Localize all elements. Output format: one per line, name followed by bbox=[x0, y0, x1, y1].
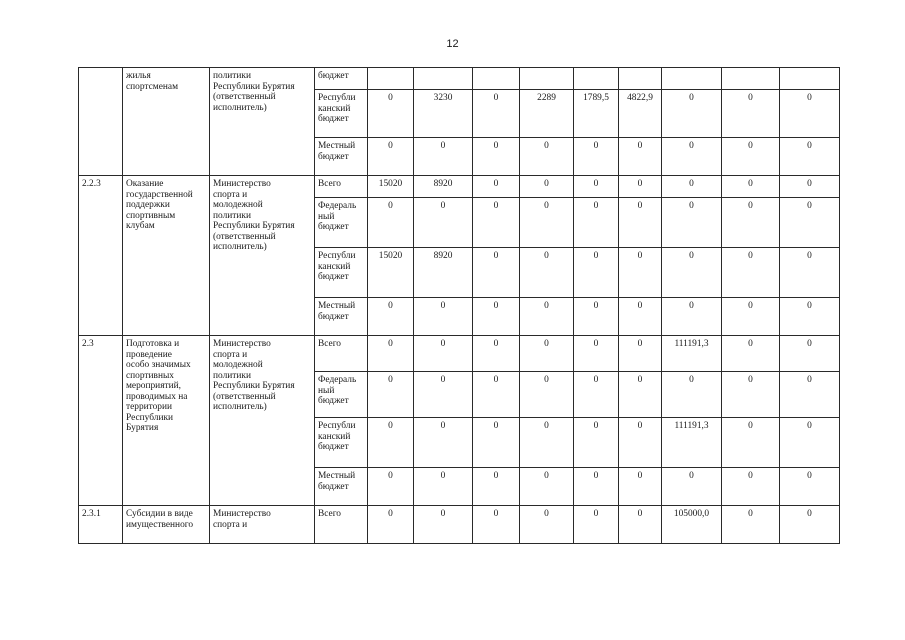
value-cell bbox=[662, 176, 722, 198]
value-text: 15020 bbox=[378, 179, 403, 189]
value-text: 0 bbox=[748, 509, 753, 519]
value-cell bbox=[520, 372, 574, 418]
value-cell bbox=[780, 248, 840, 298]
executor-text: Министерство спорта и молодежной политики Республики Бурятия (ответственный исполнитель) bbox=[213, 179, 295, 253]
value-cell bbox=[619, 506, 662, 544]
value-cell bbox=[368, 90, 414, 138]
value-cell bbox=[662, 372, 722, 418]
funding-source-label: бюджет bbox=[318, 71, 349, 81]
item-name-cell bbox=[123, 506, 210, 544]
value-text: 0 bbox=[493, 93, 499, 103]
value-cell bbox=[662, 248, 722, 298]
value-text: 0 bbox=[807, 301, 812, 311]
executor-cell bbox=[210, 68, 315, 176]
value-text: 0 bbox=[388, 339, 393, 349]
value-cell bbox=[473, 298, 520, 336]
value-cell bbox=[574, 198, 619, 248]
value-cell bbox=[520, 468, 574, 506]
value-cell bbox=[722, 468, 780, 506]
funding-source-cell bbox=[315, 176, 368, 198]
value-cell bbox=[662, 138, 722, 176]
value-cell bbox=[780, 198, 840, 248]
value-text: 0 bbox=[593, 141, 599, 151]
value-text: 0 bbox=[544, 509, 549, 519]
value-cell bbox=[473, 90, 520, 138]
value-cell bbox=[722, 138, 780, 176]
value-cell bbox=[520, 90, 574, 138]
value-cell bbox=[473, 336, 520, 372]
value-text: 0 bbox=[807, 375, 812, 385]
value-cell bbox=[473, 198, 520, 248]
value-cell bbox=[368, 198, 414, 248]
value-cell bbox=[473, 506, 520, 544]
value-cell bbox=[722, 176, 780, 198]
value-cell bbox=[574, 68, 619, 90]
value-cell bbox=[368, 468, 414, 506]
value-text: 8920 bbox=[433, 179, 453, 189]
value-text: 0 bbox=[807, 93, 812, 103]
value-cell bbox=[520, 248, 574, 298]
funding-source-label: Местный бюджет bbox=[318, 301, 356, 322]
value-cell bbox=[368, 68, 414, 90]
value-text: 0 bbox=[593, 301, 599, 311]
funding-source-label: Всего bbox=[318, 509, 341, 519]
table-body bbox=[79, 68, 840, 544]
value-cell bbox=[520, 298, 574, 336]
value-cell bbox=[722, 372, 780, 418]
value-cell bbox=[722, 198, 780, 248]
item-name-cell bbox=[123, 336, 210, 506]
value-text: 0 bbox=[748, 251, 753, 261]
value-text: 0 bbox=[807, 421, 812, 431]
value-cell bbox=[619, 176, 662, 198]
value-text: 0 bbox=[388, 93, 393, 103]
value-cell bbox=[722, 506, 780, 544]
value-text: 0 bbox=[748, 141, 753, 151]
value-cell bbox=[780, 68, 840, 90]
value-text: 0 bbox=[807, 471, 812, 481]
value-cell bbox=[414, 336, 473, 372]
value-cell bbox=[368, 506, 414, 544]
value-cell bbox=[414, 506, 473, 544]
funding-source-label: Федераль ный бюджет bbox=[318, 375, 357, 407]
value-cell bbox=[520, 336, 574, 372]
value-cell bbox=[780, 372, 840, 418]
value-cell bbox=[520, 138, 574, 176]
value-text: 0 bbox=[637, 251, 643, 261]
value-text: 0 bbox=[493, 141, 499, 151]
value-cell bbox=[574, 336, 619, 372]
executor-cell bbox=[210, 506, 315, 544]
value-text: 0 bbox=[748, 471, 753, 481]
value-text: 0 bbox=[748, 339, 753, 349]
value-cell bbox=[662, 198, 722, 248]
value-text: 0 bbox=[637, 141, 643, 151]
value-cell bbox=[473, 418, 520, 468]
value-cell bbox=[619, 248, 662, 298]
value-text: 0 bbox=[544, 471, 549, 481]
value-text: 0 bbox=[637, 471, 643, 481]
item-name: Субсидии в виде имущественного bbox=[126, 509, 194, 530]
value-text: 0 bbox=[493, 179, 499, 189]
value-text: 0 bbox=[807, 179, 812, 189]
value-text: 0 bbox=[440, 471, 446, 481]
value-text: 0 bbox=[748, 421, 753, 431]
value-text: 0 bbox=[637, 339, 643, 349]
value-cell bbox=[619, 418, 662, 468]
value-cell bbox=[473, 248, 520, 298]
value-text: 0 bbox=[388, 509, 393, 519]
funding-source-cell bbox=[315, 468, 368, 506]
value-cell bbox=[780, 336, 840, 372]
value-text: 0 bbox=[388, 375, 393, 385]
value-text: 1789,5 bbox=[583, 93, 609, 103]
value-cell bbox=[473, 138, 520, 176]
value-cell bbox=[414, 418, 473, 468]
value-cell bbox=[520, 68, 574, 90]
value-text: 0 bbox=[493, 339, 499, 349]
value-cell bbox=[368, 138, 414, 176]
table-row bbox=[79, 336, 840, 372]
value-text: 0 bbox=[440, 301, 446, 311]
value-text: 0 bbox=[593, 375, 599, 385]
value-text: 0 bbox=[689, 251, 694, 261]
value-cell bbox=[368, 176, 414, 198]
value-cell bbox=[619, 138, 662, 176]
value-cell bbox=[662, 468, 722, 506]
value-cell bbox=[722, 336, 780, 372]
value-text: 0 bbox=[807, 339, 812, 349]
value-text: 0 bbox=[593, 509, 599, 519]
value-cell bbox=[473, 176, 520, 198]
value-text: 0 bbox=[748, 179, 753, 189]
value-text: 0 bbox=[493, 251, 499, 261]
value-text: 0 bbox=[544, 339, 549, 349]
item-code-cell bbox=[79, 68, 123, 176]
value-text: 0 bbox=[440, 509, 446, 519]
value-cell bbox=[473, 468, 520, 506]
value-cell bbox=[780, 298, 840, 336]
value-cell bbox=[574, 372, 619, 418]
executor-text: Министерство спорта и bbox=[213, 509, 271, 530]
value-text: 111191,3 bbox=[674, 339, 709, 349]
value-text: 0 bbox=[689, 375, 694, 385]
funding-source-cell bbox=[315, 248, 368, 298]
value-text: 0 bbox=[440, 375, 446, 385]
value-text: 0 bbox=[544, 201, 549, 211]
funding-source-cell bbox=[315, 506, 368, 544]
value-cell bbox=[574, 176, 619, 198]
value-cell bbox=[780, 506, 840, 544]
value-cell bbox=[662, 336, 722, 372]
value-cell bbox=[414, 68, 473, 90]
value-text: 0 bbox=[493, 301, 499, 311]
value-text: 3230 bbox=[433, 93, 453, 103]
value-cell bbox=[662, 418, 722, 468]
value-cell bbox=[574, 298, 619, 336]
executor-cell bbox=[210, 336, 315, 506]
value-text: 0 bbox=[544, 375, 549, 385]
funding-source-cell bbox=[315, 198, 368, 248]
budget-table bbox=[78, 67, 840, 544]
value-text: 0 bbox=[807, 251, 812, 261]
value-text: 0 bbox=[748, 201, 753, 211]
value-text: 0 bbox=[440, 339, 446, 349]
value-cell bbox=[662, 90, 722, 138]
value-text: 0 bbox=[440, 201, 446, 211]
funding-source-label: Федераль ный бюджет bbox=[318, 201, 357, 233]
value-cell bbox=[414, 372, 473, 418]
value-cell bbox=[619, 198, 662, 248]
value-cell bbox=[722, 68, 780, 90]
item-code: 2.3 bbox=[82, 339, 94, 349]
value-cell bbox=[574, 138, 619, 176]
value-text: 0 bbox=[593, 471, 599, 481]
value-cell bbox=[414, 90, 473, 138]
value-text: 0 bbox=[689, 141, 694, 151]
value-text: 0 bbox=[493, 421, 499, 431]
value-text: 2289 bbox=[537, 93, 556, 103]
value-text: 0 bbox=[637, 201, 643, 211]
value-text: 0 bbox=[637, 509, 643, 519]
funding-source-cell bbox=[315, 336, 368, 372]
funding-source-cell bbox=[315, 68, 368, 90]
value-cell bbox=[662, 506, 722, 544]
item-name: Подготовка и проведение особо значимых спортивных мероприятий, проводимых на территории Республики Бурятия bbox=[126, 339, 191, 434]
value-text: 0 bbox=[807, 509, 812, 519]
value-cell bbox=[473, 68, 520, 90]
item-name: Оказание государственной поддержки спортивным клубам bbox=[126, 179, 193, 232]
value-cell bbox=[722, 90, 780, 138]
value-text: 0 bbox=[689, 201, 694, 211]
value-text: 0 bbox=[440, 421, 446, 431]
item-name-cell bbox=[123, 68, 210, 176]
value-cell bbox=[780, 176, 840, 198]
funding-source-label: Республи канский бюджет bbox=[318, 421, 356, 453]
funding-source-label: Местный бюджет bbox=[318, 141, 356, 162]
value-cell bbox=[414, 468, 473, 506]
value-text: 0 bbox=[593, 421, 599, 431]
value-text: 15020 bbox=[378, 251, 403, 261]
value-text: 0 bbox=[388, 421, 393, 431]
value-cell bbox=[368, 248, 414, 298]
value-cell bbox=[780, 138, 840, 176]
value-cell bbox=[780, 468, 840, 506]
value-cell bbox=[574, 248, 619, 298]
value-cell bbox=[520, 418, 574, 468]
value-cell bbox=[574, 506, 619, 544]
value-text: 0 bbox=[593, 339, 599, 349]
funding-source-cell bbox=[315, 418, 368, 468]
funding-source-label: Республи канский бюджет bbox=[318, 251, 356, 283]
value-text: 0 bbox=[637, 179, 643, 189]
value-cell bbox=[619, 298, 662, 336]
value-text: 0 bbox=[593, 201, 599, 211]
value-cell bbox=[520, 198, 574, 248]
table-row bbox=[79, 506, 840, 544]
funding-source-cell bbox=[315, 90, 368, 138]
value-cell bbox=[473, 372, 520, 418]
value-text: 0 bbox=[544, 141, 549, 151]
value-text: 0 bbox=[637, 301, 643, 311]
value-cell bbox=[722, 248, 780, 298]
value-text: 0 bbox=[493, 509, 499, 519]
value-cell bbox=[662, 298, 722, 336]
value-cell bbox=[414, 298, 473, 336]
value-text: 0 bbox=[689, 179, 694, 189]
value-text: 0 bbox=[748, 93, 753, 103]
value-text: 0 bbox=[388, 471, 393, 481]
value-cell bbox=[414, 248, 473, 298]
value-cell bbox=[414, 138, 473, 176]
value-cell bbox=[780, 418, 840, 468]
item-code-cell bbox=[79, 506, 123, 544]
value-cell bbox=[368, 336, 414, 372]
executor-cell bbox=[210, 176, 315, 336]
table-row bbox=[79, 176, 840, 198]
item-code-cell bbox=[79, 336, 123, 506]
value-text: 105000,0 bbox=[673, 509, 710, 519]
value-text: 0 bbox=[689, 301, 694, 311]
value-cell bbox=[520, 506, 574, 544]
value-text: 0 bbox=[807, 201, 812, 211]
value-cell bbox=[619, 372, 662, 418]
value-text: 8920 bbox=[433, 251, 453, 261]
value-text: 4822,9 bbox=[627, 93, 653, 103]
value-cell bbox=[619, 336, 662, 372]
value-text: 111191,3 bbox=[674, 421, 709, 431]
value-cell bbox=[574, 90, 619, 138]
value-cell bbox=[520, 176, 574, 198]
item-code-cell bbox=[79, 176, 123, 336]
value-text: 0 bbox=[807, 141, 812, 151]
value-text: 0 bbox=[544, 301, 549, 311]
value-cell bbox=[574, 468, 619, 506]
value-text: 0 bbox=[544, 251, 549, 261]
value-cell bbox=[368, 372, 414, 418]
page-number: 12 bbox=[446, 38, 459, 50]
value-cell bbox=[662, 68, 722, 90]
value-text: 0 bbox=[493, 375, 499, 385]
value-cell bbox=[619, 68, 662, 90]
value-cell bbox=[414, 198, 473, 248]
value-text: 0 bbox=[689, 93, 694, 103]
funding-source-label: Всего bbox=[318, 179, 341, 189]
funding-source-cell bbox=[315, 138, 368, 176]
value-cell bbox=[414, 176, 473, 198]
value-cell bbox=[368, 298, 414, 336]
value-text: 0 bbox=[748, 375, 753, 385]
value-text: 0 bbox=[493, 471, 499, 481]
value-cell bbox=[722, 298, 780, 336]
item-code: 2.2.3 bbox=[82, 179, 101, 189]
value-text: 0 bbox=[544, 179, 549, 189]
value-text: 0 bbox=[388, 201, 393, 211]
value-text: 0 bbox=[388, 301, 393, 311]
item-name: жилья спортсменам bbox=[126, 71, 179, 92]
value-text: 0 bbox=[493, 201, 499, 211]
funding-source-cell bbox=[315, 298, 368, 336]
value-cell bbox=[574, 418, 619, 468]
value-text: 0 bbox=[637, 375, 643, 385]
value-text: 0 bbox=[637, 421, 643, 431]
value-cell bbox=[722, 418, 780, 468]
funding-source-label: Республи канский бюджет bbox=[318, 93, 356, 125]
funding-source-cell bbox=[315, 372, 368, 418]
table-row bbox=[79, 68, 840, 90]
value-cell bbox=[619, 468, 662, 506]
value-cell bbox=[780, 90, 840, 138]
value-text: 0 bbox=[748, 301, 753, 311]
value-text: 0 bbox=[440, 141, 446, 151]
value-cell bbox=[619, 90, 662, 138]
value-text: 0 bbox=[388, 141, 393, 151]
funding-source-label: Всего bbox=[318, 339, 341, 349]
executor-text: политики Республики Бурятия (ответственный исполнитель) bbox=[213, 71, 295, 113]
executor-text: Министерство спорта и молодежной политики Республики Бурятия (ответственный исполнитель) bbox=[213, 339, 295, 413]
funding-source-label: Местный бюджет bbox=[318, 471, 356, 492]
value-text: 0 bbox=[593, 179, 599, 189]
value-text: 0 bbox=[689, 471, 694, 481]
value-cell bbox=[368, 418, 414, 468]
value-text: 0 bbox=[593, 251, 599, 261]
item-code: 2.3.1 bbox=[82, 509, 101, 519]
item-name-cell bbox=[123, 176, 210, 336]
value-text: 0 bbox=[544, 421, 549, 431]
